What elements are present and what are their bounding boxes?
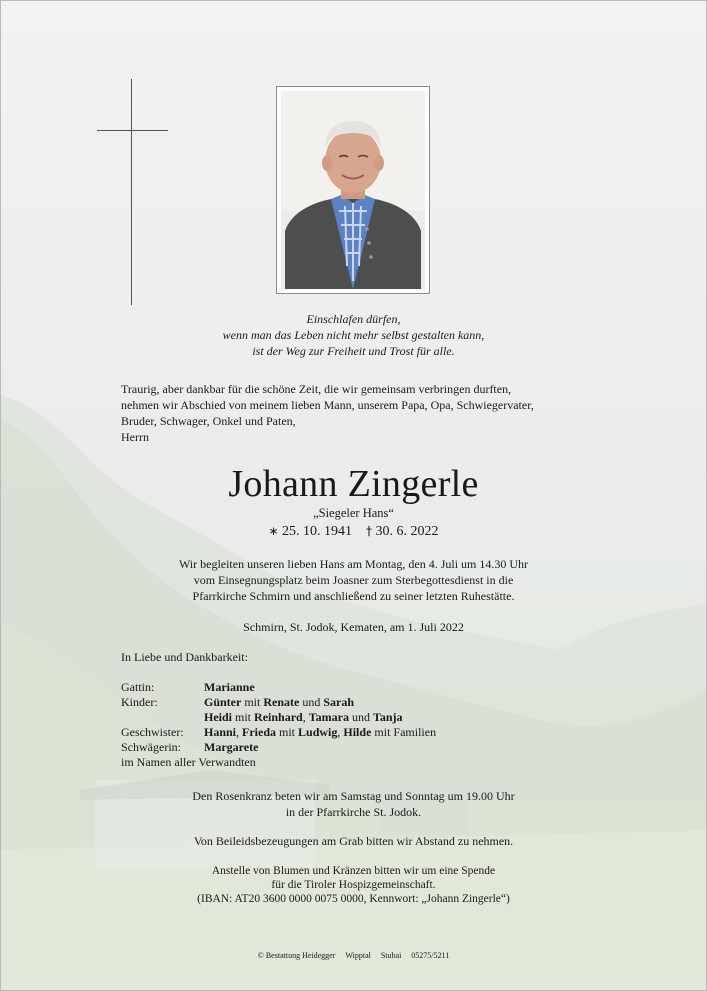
family-row-sisterinlaw [121,740,581,755]
intro-line: nehmen wir Abschied von meinem lieben Mann, unserem Papa, Opa, Schwiegervater, [121,398,534,412]
donation-line: für die Tiroler Hospizgemeinschaft. [271,879,436,891]
family-member: Reinhard [254,710,303,724]
funeral-details [120,556,587,604]
intro-text [121,381,601,445]
deceased-nickname: „Siegeler Hans“ [313,506,394,520]
death-cross-icon: † [366,524,373,538]
intro-line: Bruder, Schwager, Onkel und Paten, [121,414,296,428]
rosary-details [120,788,587,820]
family-member: Renate [263,695,300,709]
intro-line: Traurig, aber dankbar für die schöne Zeit, die wir gemeinsam verbringen durften, [121,382,512,396]
family-row-siblings: Geschwister: Hanni, Frieda mit Ludwig, Hilde mit Familien [121,725,437,739]
funeral-line: Pfarrkirche Schmirn und anschließend zu seiner letzten Ruhestätte. [192,589,515,603]
footer-phone: 05275/5211 [411,951,450,960]
gratitude-heading: In Liebe und Dankbarkeit: [121,650,248,664]
footer-company: © Bestattung Heidegger [257,951,336,960]
footer-location: Wipptal [345,951,371,960]
cross-icon-vertical [131,79,132,305]
rosary-line: Den Rosenkranz beten wir am Samstag und Sonntag um 19.00 Uhr [192,789,515,803]
family-member: Sarah [323,695,355,709]
footer-location: Stubai [380,951,402,960]
rosary-line: in der Pfarrkirche St. Jodok. [285,805,422,819]
portrait-photo [281,91,425,289]
quote-line: Einschlafen dürfen, [306,312,401,326]
cross-icon-horizontal [97,130,168,131]
family-label: Gattin: [121,680,155,694]
family-member: Hilde [343,725,372,739]
quote-line: wenn man das Leben nicht mehr selbst gestalten kann, [222,328,485,342]
donation-line: (IBAN: AT20 3600 0000 0075 0000, Kennwort: „Johann Zingerle“) [197,893,510,905]
place-date: Schmirn, St. Jodok, Kematen, am 1. Juli 2022 [243,620,464,634]
intro-line: Herrn [121,430,149,444]
life-dates [200,522,507,541]
quote-line: ist der Weg zur Freiheit und Trost für alle. [252,344,455,358]
family-row-relatives [121,755,581,770]
family-member: Ludwig [298,725,338,739]
family-member: Margarete [204,740,259,754]
family-member: Günter [204,695,242,709]
family-row-children: Kinder: Günter mit Renate und Sarah [121,695,355,709]
donation-note [120,864,587,906]
family-member: Frieda [242,725,277,739]
funeral-line: Wir begleiten unseren lieben Hans am Montag, den 4. Juli um 14.30 Uhr [178,557,529,571]
portrait-frame [276,86,430,294]
memorial-quote [140,311,567,359]
birth-date: 25. 10. 1941 [282,524,353,539]
family-list [121,680,581,770]
family-label: Geschwister: [121,725,184,739]
birth-star-icon: ∗ [268,524,279,538]
family-member: Hanni [204,725,237,739]
funeral-line: vom Einsegnungsplatz beim Joasner zum Sterbegottesdienst in die [193,573,514,587]
family-member: Heidi [204,710,233,724]
family-label: Kinder: [121,695,158,709]
family-row-children-2: Heidi mit Reinhard, Tamara und Tanja [204,710,403,724]
family-member: Tamara [308,710,349,724]
relatives-text: im Namen aller Verwandten [121,755,256,769]
death-date: 30. 6. 2022 [375,524,439,539]
condolence-note: Von Beileidsbezeugungen am Grab bitten wir Abstand zu nehmen. [193,834,514,848]
deceased-name: Johann Zingerle [228,463,479,505]
family-row-spouse [121,680,581,695]
family-label: Schwägerin: [121,740,181,754]
donation-line: Anstelle von Blumen und Kränzen bitten wir um eine Spende [211,865,496,877]
family-member: Tanja [372,710,403,724]
footer-imprint [150,950,557,962]
family-member: Marianne [204,680,255,694]
